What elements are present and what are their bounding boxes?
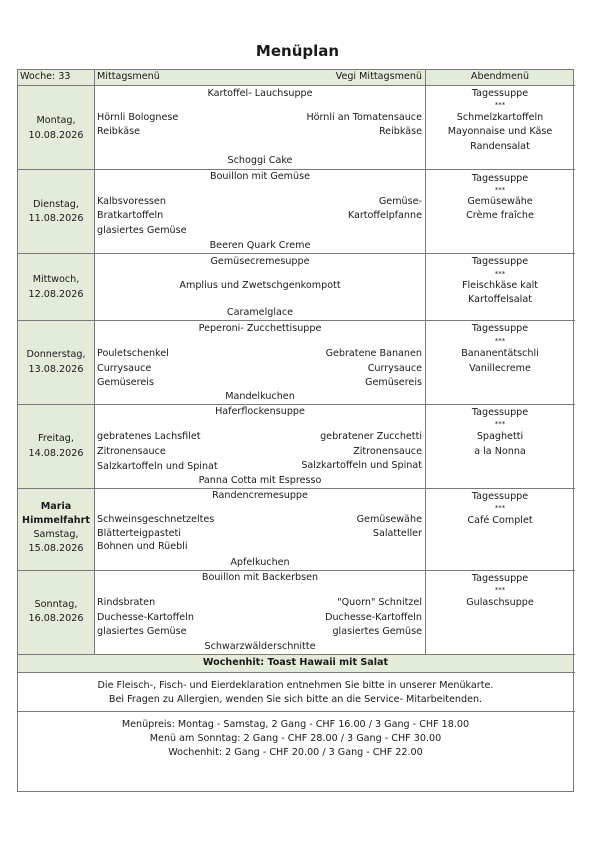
- dinner-soup: Tagessuppe: [471, 573, 529, 584]
- dinner-line: Gulaschsuppe: [466, 597, 534, 608]
- allergy-note-line: Bei Fragen zu Allergien, wenden Sie sich bitte an die Service- Mitarbeitenden.: [108, 694, 483, 705]
- dinner-line: Kartoffelsalat: [468, 294, 532, 305]
- divider: [17, 320, 575, 321]
- dinner-line: Crème fraîche: [466, 210, 534, 221]
- holiday-label: Himmelfahrt: [22, 515, 90, 526]
- dinner-line: a la Nonna: [474, 446, 526, 457]
- weekly-hit-label: Wochenhit: Toast Hawaii mit Salat: [202, 657, 389, 668]
- lunch-line: Zitronensauce: [97, 446, 166, 457]
- date-label: 11.08.2026: [28, 213, 84, 224]
- dinner-line: Fleischkäse kalt: [461, 280, 538, 291]
- dinner-line: Spaghetti: [476, 431, 524, 442]
- soup-label: Gemüsecremesuppe: [210, 256, 310, 267]
- lunch-line: glasiertes Gemüse: [97, 225, 187, 236]
- weekday-label: Montag,: [36, 115, 76, 126]
- divider: [17, 672, 575, 673]
- divider: [17, 169, 575, 170]
- dessert-label: Apfelkuchen: [230, 557, 290, 568]
- dinner-line: Café Complet: [467, 515, 533, 526]
- veggie-line: Kartoffelpfanne: [347, 210, 422, 221]
- divider: [17, 85, 575, 86]
- lunch-line: Blätterteigpasteti: [97, 528, 181, 539]
- soup-label: Kartoffel- Lauchsuppe: [207, 88, 313, 99]
- lunch-line: Rindsbraten: [97, 597, 156, 608]
- dinner-line: Vanillecreme: [469, 363, 531, 374]
- lunch-line: Bratkartoffeln: [97, 210, 164, 221]
- veggie-line: Salatteller: [372, 528, 422, 539]
- dinner-separator: ***: [494, 586, 506, 594]
- dessert-label: Schoggi Cake: [227, 155, 293, 166]
- dinner-soup: Tagessuppe: [471, 88, 529, 99]
- dinner-separator: ***: [494, 504, 506, 512]
- lunch-line: Pouletschenkel: [97, 348, 169, 359]
- page-title: Menüplan: [255, 42, 340, 60]
- veggie-line: Zitronensauce: [353, 446, 422, 457]
- veggie-line: glasiertes Gemüse: [332, 626, 422, 637]
- weekday-label: Dienstag,: [33, 199, 79, 210]
- dessert-label: Panna Cotta mit Espresso: [198, 475, 322, 486]
- dinner-line: Schmelzkartoffeln: [456, 112, 544, 123]
- lunch-header: Mittagsmenü: [97, 71, 160, 82]
- weekday-label: Freitag,: [38, 433, 74, 444]
- veggie-line: Duchesse-Kartoffeln: [325, 612, 422, 623]
- veggie-line: gebratener Zucchetti: [320, 431, 422, 442]
- price-line: Menü am Sonntag: 2 Gang - CHF 28.00 / 3 Gang - CHF 30.00: [149, 733, 442, 744]
- date-label: 10.08.2026: [28, 130, 84, 141]
- lunch-line: Duchesse-Kartoffeln: [97, 612, 194, 623]
- weekday-label: Sonntag,: [34, 599, 78, 610]
- dessert-label: Beeren Quark Creme: [209, 240, 311, 251]
- dinner-separator: ***: [494, 337, 506, 345]
- price-line: Wochenhit: 2 Gang - CHF 20.00 / 3 Gang - CHF 22.00: [168, 747, 423, 758]
- date-label: 12.08.2026: [28, 289, 84, 300]
- soup-label: Bouillon mit Gemüse: [209, 171, 310, 182]
- dinner-separator: ***: [494, 420, 506, 428]
- veggie-line: Gemüse-: [378, 196, 422, 207]
- date-label: 15.08.2026: [28, 543, 84, 554]
- veggie-line: Currysauce: [367, 363, 422, 374]
- dinner-separator: ***: [494, 186, 506, 194]
- soup-label: Peperoni- Zucchettisuppe: [198, 323, 322, 334]
- dessert-label: Caramelglace: [226, 307, 294, 318]
- divider: [17, 404, 575, 405]
- week-label: Woche: 33: [20, 71, 71, 82]
- divider: [17, 570, 575, 571]
- veggie-line: Salzkartoffeln und Spinat: [301, 460, 422, 471]
- divider: [425, 69, 426, 654]
- veggie-line: Reibkäse: [378, 126, 422, 137]
- lunch-line: Kalbsvoressen: [97, 196, 166, 207]
- main-dish-label: Amplius und Zwetschgenkompott: [179, 280, 341, 291]
- veggie-header: Vegi Mittagsmenü: [335, 71, 422, 82]
- divider: [17, 711, 575, 712]
- dinner-header: Abendmenü: [470, 71, 530, 82]
- divider: [17, 488, 575, 489]
- dessert-label: Mandelkuchen: [225, 391, 295, 402]
- dinner-separator: ***: [494, 270, 506, 278]
- dinner-soup: Tagessuppe: [471, 323, 529, 334]
- lunch-line: Bohnen und Rüebli: [97, 541, 188, 552]
- veggie-line: Gebratene Bananen: [325, 348, 422, 359]
- weekday-label: Mittwoch,: [32, 274, 80, 285]
- date-label: 14.08.2026: [28, 448, 84, 459]
- soup-label: Haferflockensuppe: [215, 406, 305, 417]
- dinner-soup: Tagessuppe: [471, 256, 529, 267]
- dinner-line: Bananentätschli: [461, 348, 539, 359]
- lunch-line: Schweinsgeschnetzeltes: [97, 514, 215, 525]
- dinner-line: Gemüsewähe: [467, 196, 533, 207]
- divider: [17, 253, 575, 254]
- lunch-line: glasiertes Gemüse: [97, 626, 187, 637]
- weekday-label: Donnerstag,: [26, 349, 86, 360]
- lunch-line: Hörnli Bolognese: [97, 112, 179, 123]
- divider: [17, 654, 575, 655]
- price-line: Menüpreis: Montag - Samstag, 2 Gang - CHF 16.00 / 3 Gang - CHF 18.00: [121, 719, 470, 730]
- lunch-line: gebratenes Lachsfilet: [97, 431, 201, 442]
- dessert-label: Schwarzwälderschnitte: [204, 641, 316, 652]
- dinner-soup: Tagessuppe: [471, 173, 529, 184]
- dinner-separator: ***: [494, 101, 506, 109]
- weekday-label: Samstag,: [33, 529, 79, 540]
- dinner-line: Mayonnaise und Käse: [447, 126, 553, 137]
- lunch-line: Salzkartoffeln und Spinat: [97, 461, 218, 472]
- veggie-line: Gemüsereis: [365, 377, 422, 388]
- date-label: 13.08.2026: [28, 364, 84, 375]
- lunch-line: Currysauce: [97, 363, 152, 374]
- lunch-line: Gemüsereis: [97, 377, 154, 388]
- veggie-line: Hörnli an Tomatensauce: [306, 112, 422, 123]
- veggie-line: Gemüsewähe: [356, 514, 422, 525]
- dinner-soup: Tagessuppe: [471, 491, 529, 502]
- soup-label: Randencremesuppe: [212, 490, 308, 501]
- date-label: 16.08.2026: [28, 613, 84, 624]
- holiday-label: Maria: [40, 501, 72, 512]
- dinner-soup: Tagessuppe: [471, 407, 529, 418]
- allergy-note-line: Die Fleisch-, Fisch- und Eierdeklaration entnehmen Sie bitte in unserer Menükarte.: [97, 680, 494, 691]
- soup-label: Bouillon mit Backerbsen: [201, 572, 319, 583]
- dinner-line: Randensalat: [470, 141, 530, 152]
- lunch-line: Reibkäse: [97, 126, 141, 137]
- veggie-line: "Quorn" Schnitzel: [337, 597, 422, 608]
